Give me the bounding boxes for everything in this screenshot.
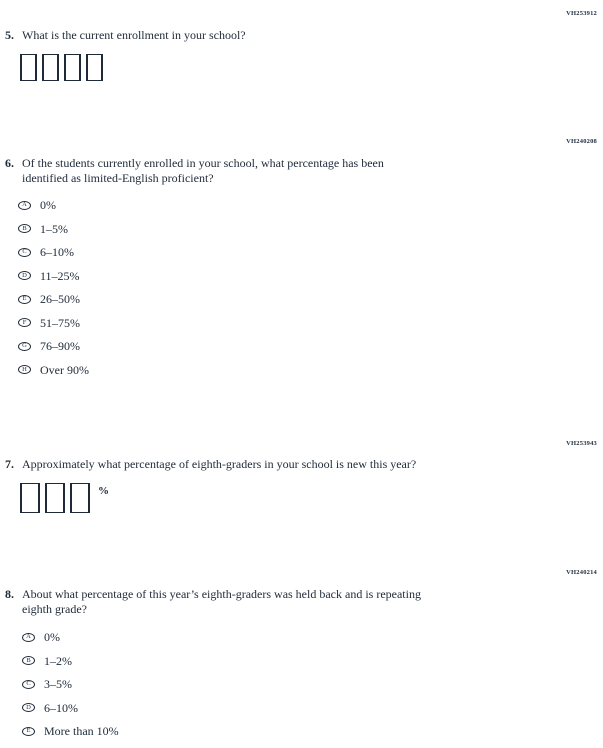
bubble-letter: H <box>22 365 27 373</box>
bubble-letter: A <box>22 201 27 209</box>
answer-option[interactable] <box>18 292 89 316</box>
digit-entry-box[interactable] <box>42 54 59 81</box>
answer-option[interactable] <box>18 316 89 340</box>
answer-bubble-icon[interactable] <box>22 680 35 689</box>
question-text-line: Of the students currently enrolled in your school, what percentage has been <box>22 156 384 170</box>
option-label: 0% <box>44 630 60 644</box>
bubble-letter: F <box>22 318 27 326</box>
question-6 <box>5 156 384 186</box>
option-label: 26–50% <box>40 292 80 306</box>
question-text <box>22 587 421 617</box>
option-label: 76–90% <box>40 339 80 353</box>
bubble-letter: C <box>22 248 27 256</box>
bubble-letter: C <box>26 680 31 688</box>
option-label: 0% <box>40 198 56 212</box>
bubble-letter: B <box>26 656 31 664</box>
option-label: 3–5% <box>44 677 72 691</box>
question-text <box>22 457 416 472</box>
bubble-letter: D <box>22 271 27 279</box>
answer-option[interactable] <box>18 222 89 246</box>
question-number: 7. <box>5 457 14 471</box>
answer-option[interactable] <box>18 339 89 363</box>
digit-entry-box[interactable] <box>20 54 37 81</box>
answer-bubble-icon[interactable] <box>18 318 31 327</box>
question-8 <box>5 587 421 617</box>
answer-option[interactable] <box>22 677 119 701</box>
digit-entry-box[interactable] <box>64 54 81 81</box>
question-number: 8. <box>5 587 14 601</box>
answer-option[interactable] <box>22 630 119 654</box>
answer-options-q8 <box>22 630 119 748</box>
answer-bubble-icon[interactable] <box>18 224 31 233</box>
question-5 <box>5 28 246 43</box>
answer-option[interactable] <box>18 269 89 293</box>
question-text <box>22 28 246 43</box>
item-code-q8: VH240214 <box>566 569 597 576</box>
answer-bubble-icon[interactable] <box>22 656 35 665</box>
answer-options-q6 <box>18 198 89 386</box>
digit-entry-boxes-q5 <box>20 54 103 81</box>
answer-option[interactable] <box>18 363 89 387</box>
option-label: Over 90% <box>40 362 89 377</box>
answer-bubble-icon[interactable] <box>18 271 31 280</box>
answer-bubble-icon[interactable] <box>22 703 35 712</box>
percent-sign: % <box>98 485 109 497</box>
answer-option[interactable] <box>18 198 89 222</box>
bubble-letter: A <box>26 633 31 641</box>
item-code-q5: VH253912 <box>566 10 597 17</box>
question-number: 5. <box>5 28 14 42</box>
bubble-letter: E <box>26 727 31 735</box>
question-text-line: What is the current enrollment in your school? <box>22 28 246 42</box>
answer-bubble-icon[interactable] <box>18 342 31 351</box>
question-number: 6. <box>5 156 14 170</box>
option-label: 1–5% <box>40 221 68 236</box>
answer-option[interactable] <box>22 701 119 725</box>
option-label: 11–25% <box>40 268 80 283</box>
answer-option[interactable] <box>22 724 119 748</box>
digit-entry-box[interactable] <box>86 54 103 81</box>
bubble-letter: E <box>22 295 27 303</box>
digit-entry-box[interactable] <box>20 483 40 513</box>
digit-entry-box[interactable] <box>45 483 65 513</box>
bubble-letter: G <box>22 342 27 350</box>
answer-option[interactable] <box>18 245 89 269</box>
question-text-line: eighth grade? <box>22 602 87 617</box>
bubble-letter: D <box>26 703 31 711</box>
question-text-line: Approximately what percentage of eighth-graders in your school is new this year? <box>22 457 417 471</box>
answer-bubble-icon[interactable] <box>18 248 31 257</box>
digit-entry-boxes-q7 <box>20 483 109 513</box>
answer-bubble-icon[interactable] <box>18 295 31 304</box>
question-text-line: About what percentage of this year’s eighth-graders was held back and is repeating <box>22 587 421 601</box>
question-text-line: identified as limited-English proficient? <box>22 171 214 186</box>
option-label: 51–75% <box>40 315 80 330</box>
option-label: 6–10% <box>44 700 78 715</box>
option-label: 1–2% <box>44 653 72 668</box>
question-text <box>22 156 384 186</box>
item-code-q7: VH253943 <box>566 440 597 447</box>
answer-bubble-icon[interactable] <box>18 201 31 210</box>
answer-bubble-icon[interactable] <box>22 633 35 642</box>
answer-option[interactable] <box>22 654 119 678</box>
option-label: More than 10% <box>44 724 119 738</box>
item-code-q6: VH240208 <box>566 138 597 145</box>
answer-bubble-icon[interactable] <box>22 727 35 736</box>
bubble-letter: B <box>22 224 27 232</box>
digit-entry-box[interactable] <box>70 483 90 513</box>
option-label: 6–10% <box>40 245 74 259</box>
question-7 <box>5 457 416 472</box>
answer-bubble-icon[interactable] <box>18 365 31 374</box>
